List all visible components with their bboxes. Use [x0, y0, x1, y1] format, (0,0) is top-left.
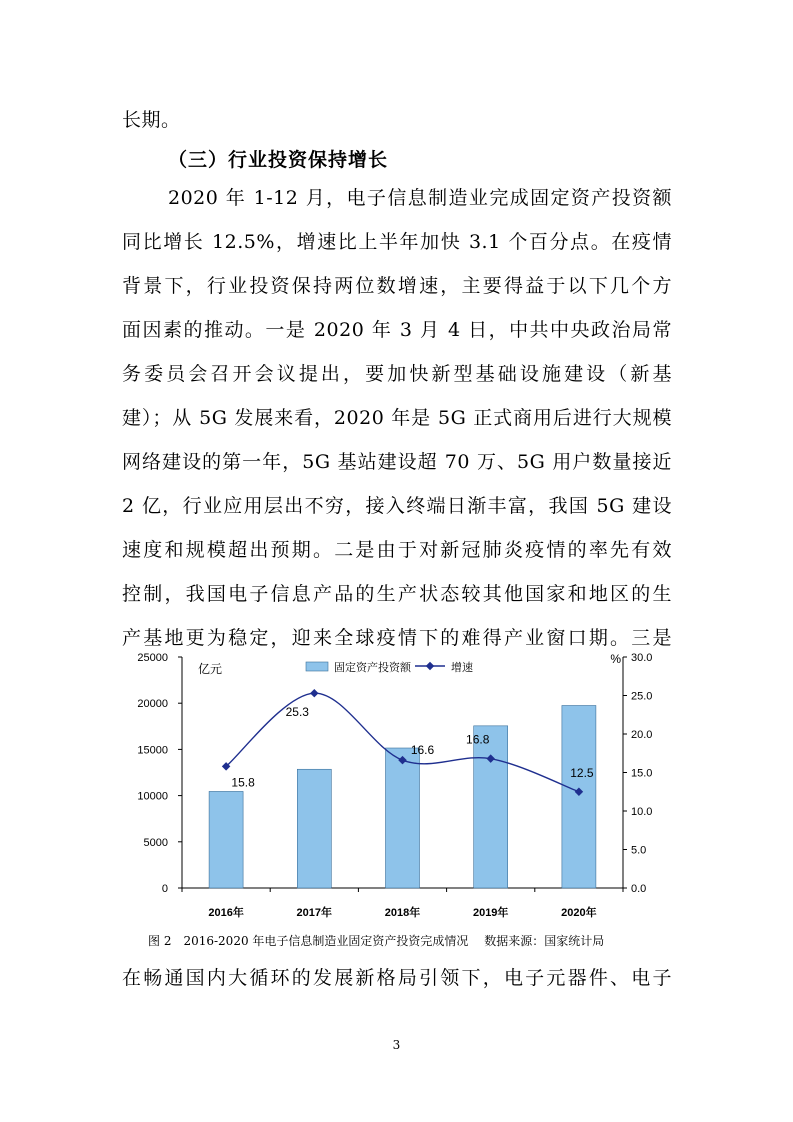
paragraph-line: 建）；从 5G 发展来看，2020 年是 5G 正式商用后进行大规模	[122, 407, 672, 429]
left-tick-label: 20000	[137, 698, 168, 711]
left-tick-label: 0	[161, 883, 168, 895]
left-tick-label: 25000	[137, 652, 168, 664]
bar	[209, 791, 243, 888]
data-label: 25.3	[285, 705, 309, 720]
right-tick-label: 30.0	[631, 652, 653, 664]
x-tick-label: 2019年	[472, 907, 509, 919]
bar	[562, 706, 596, 888]
paragraph-line: 在畅通国内大循环的发展新格局引领下，电子元器件、电子	[122, 967, 672, 989]
bar	[297, 769, 331, 888]
left-tick-label: 15000	[137, 744, 168, 757]
paragraph-line: 长期。	[122, 109, 181, 131]
paragraph-line: 速度和规模超出预期。二是由于对新冠肺炎疫情的率先有效	[122, 539, 672, 561]
bar	[386, 748, 420, 888]
paragraph-line: 产基地更为稳定，迎来全球疫情下的难得产业窗口期。三是	[122, 627, 672, 649]
x-tick-label: 2018年	[384, 907, 421, 919]
data-label: 12.5	[570, 765, 594, 780]
investment-chart	[115, 645, 675, 930]
paragraph-line: 面因素的推动。一是 2020 年 3 月 4 日，中共中央政治局常	[122, 319, 672, 341]
data-label: 15.8	[231, 775, 255, 790]
x-tick-label: 2017年	[296, 907, 333, 919]
page-number: 3	[392, 1038, 401, 1052]
right-tick-label: 0.0	[631, 883, 647, 895]
paragraph-line: 同比增长 12.5%，增速比上半年加快 3.1 个百分点。在疫情	[122, 231, 672, 253]
left-tick-label: 10000	[137, 790, 168, 803]
x-tick-label: 2016年	[208, 907, 244, 919]
figure-caption: 图 2 2016-2020 年电子信息制造业固定资产投资完成情况 数据来源：国家统计局	[148, 934, 605, 948]
paragraph-line: 背景下，行业投资保持两位数增速，主要得益于以下几个方	[122, 275, 672, 297]
right-tick-label: 10.0	[631, 806, 653, 818]
paragraph-line: 2020 年 1-12 月，电子信息制造业完成固定资产投资额	[168, 187, 672, 209]
legend-bar-swatch	[306, 662, 328, 671]
right-tick-label: 20.0	[631, 729, 653, 741]
legend-line-label: 增速	[451, 662, 473, 674]
x-tick-label: 2020年	[561, 907, 597, 919]
bar	[474, 726, 508, 888]
paragraph-line: 控制，我国电子信息产品的生产状态较其他国家和地区的生	[122, 583, 672, 605]
paragraph-line: 务委员会召开会议提出，要加快新型基础设施建设（新基	[122, 363, 672, 385]
growth-rate-point	[310, 689, 318, 697]
right-tick-label: 25.0	[631, 690, 653, 703]
data-label: 16.6	[410, 743, 435, 758]
right-axis-label: %	[610, 652, 621, 666]
legend-line-marker	[426, 662, 434, 670]
section-heading: （三）行业投资保持增长	[168, 149, 389, 171]
right-tick-label: 5.0	[631, 844, 647, 857]
paragraph-line: 2 亿，行业应用层出不穷，接入终端日渐丰富，我国 5G 建设	[122, 495, 672, 517]
data-label: 16.8	[466, 732, 490, 747]
legend-bar-label: 固定资产投资额	[334, 662, 411, 674]
left-tick-label: 5000	[143, 836, 168, 849]
paragraph-line: 网络建设的第一年，5G 基站建设超 70 万、5G 用户数量接近	[122, 451, 672, 473]
left-axis-label: 亿元	[198, 662, 223, 676]
right-tick-label: 15.0	[631, 767, 653, 780]
